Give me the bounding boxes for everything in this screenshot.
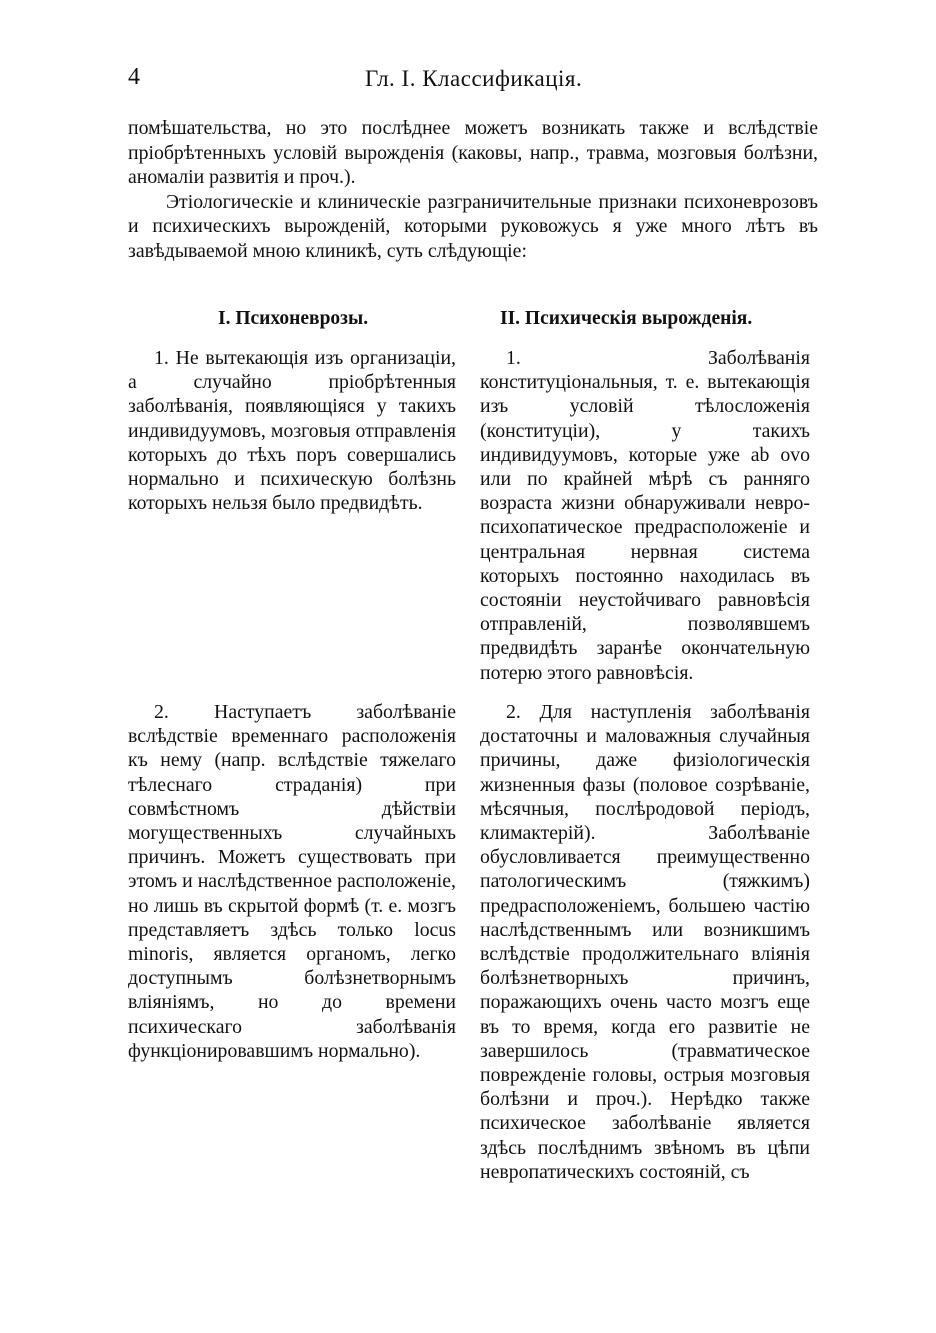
right-item-1-text: 1. Заболѣванія конституціональныя, т. е. вытекающія изъ условій тѣлосложенія (конституціи), у такихъ индивидуумовъ, которые уже ab ovo или по крайней мѣрѣ съ ранняго возраста жизни обнаруживали невро-психопатическое предрасположеніе и центральная нервная система которыхъ постоянно находилась въ состояніи неустойчиваго равновѣсія отправленій, позволявшемъ предвидѣть заранѣе окончательную потерю этого равновѣсія. <box>480 347 810 684</box>
right-column-item-2 <box>480 700 810 1184</box>
left-item-1-text: 1. Не вытекающія изъ организаціи, а случайно пріобрѣтенныя заболѣванія, появляющіяся у такихъ индивидуумовъ, мозговыя отправленія которыхъ до тѣхъ поръ совершались нормально и психическую болѣзнь которыхъ нельзя было предвидѣть. <box>128 347 456 515</box>
left-column-item-2 <box>128 700 456 1063</box>
intro-paragraph-1: помѣшательства, но это послѣднее можетъ возникать также и вслѣдствіе пріобрѣтенныхъ условій вырожденія (каковы, напр., травма, мозговыя болѣзни, аномаліи развитія и проч.). <box>128 117 818 188</box>
intro-text <box>128 116 818 263</box>
right-item-2-text: 2. Для наступленія заболѣванія достаточны и маловажныя случайныя причины, даже физіологическія жизненныя фазы (половое созрѣваніе, мѣсячныя, послѣродовой періодъ, климактерій). Заболѣваніе обусловливается преимущественно патологическимъ (тяжкимъ) предрасположеніемъ, большею частію наслѣдственнымъ или возникшимъ вслѣдствіе продолжительнаго вліянія болѣзнетворныхъ причинъ, поражающихъ очень часто мозгъ еще въ то время, когда его развитіе не завершилось (травматическое поврежденіе головы, острыя мозговыя болѣзни и проч.). Нерѣдко также психическое заболѣваніе является здѣсь послѣднимъ звѣномъ въ цѣпи невропатическихъ состояній, съ <box>480 701 810 1183</box>
left-column-item-1 <box>128 346 456 515</box>
intro-paragraph-2: Этіологическіе и клиническіе разграничительные признаки психоневрозовъ и психическихъ вырожденій, которыми руковожусь я уже много лѣтъ въ завѣдываемой мною клиникѣ, суть слѣдующіе: <box>128 190 818 262</box>
page-number: 4 <box>128 64 140 90</box>
right-column-heading: II. Психическія вырожденія. <box>500 308 753 329</box>
left-column-heading: I. Психоневрозы. <box>218 308 369 329</box>
right-column-item-1 <box>480 346 810 685</box>
running-head: Гл. I. Классификація. <box>365 66 583 91</box>
left-item-2-text: 2. Наступаетъ заболѣваніе вслѣдствіе временнаго расположенія къ нему (напр. вслѣдствіе тяжелаго тѣлеснаго страданія) при совмѣстномъ дѣйствіи могущественныхъ случайныхъ причинъ. Можетъ существовать при этомъ и наслѣдственное расположеніе, но лишь въ скрытой формѣ (т. е. мозгъ представляетъ здѣсь только locus minoris, является органомъ, легко доступнымъ болѣзнетворнымъ вліяніямъ, но до времени психическаго заболѣванія функціонировавшимъ нормально). <box>128 701 456 1062</box>
